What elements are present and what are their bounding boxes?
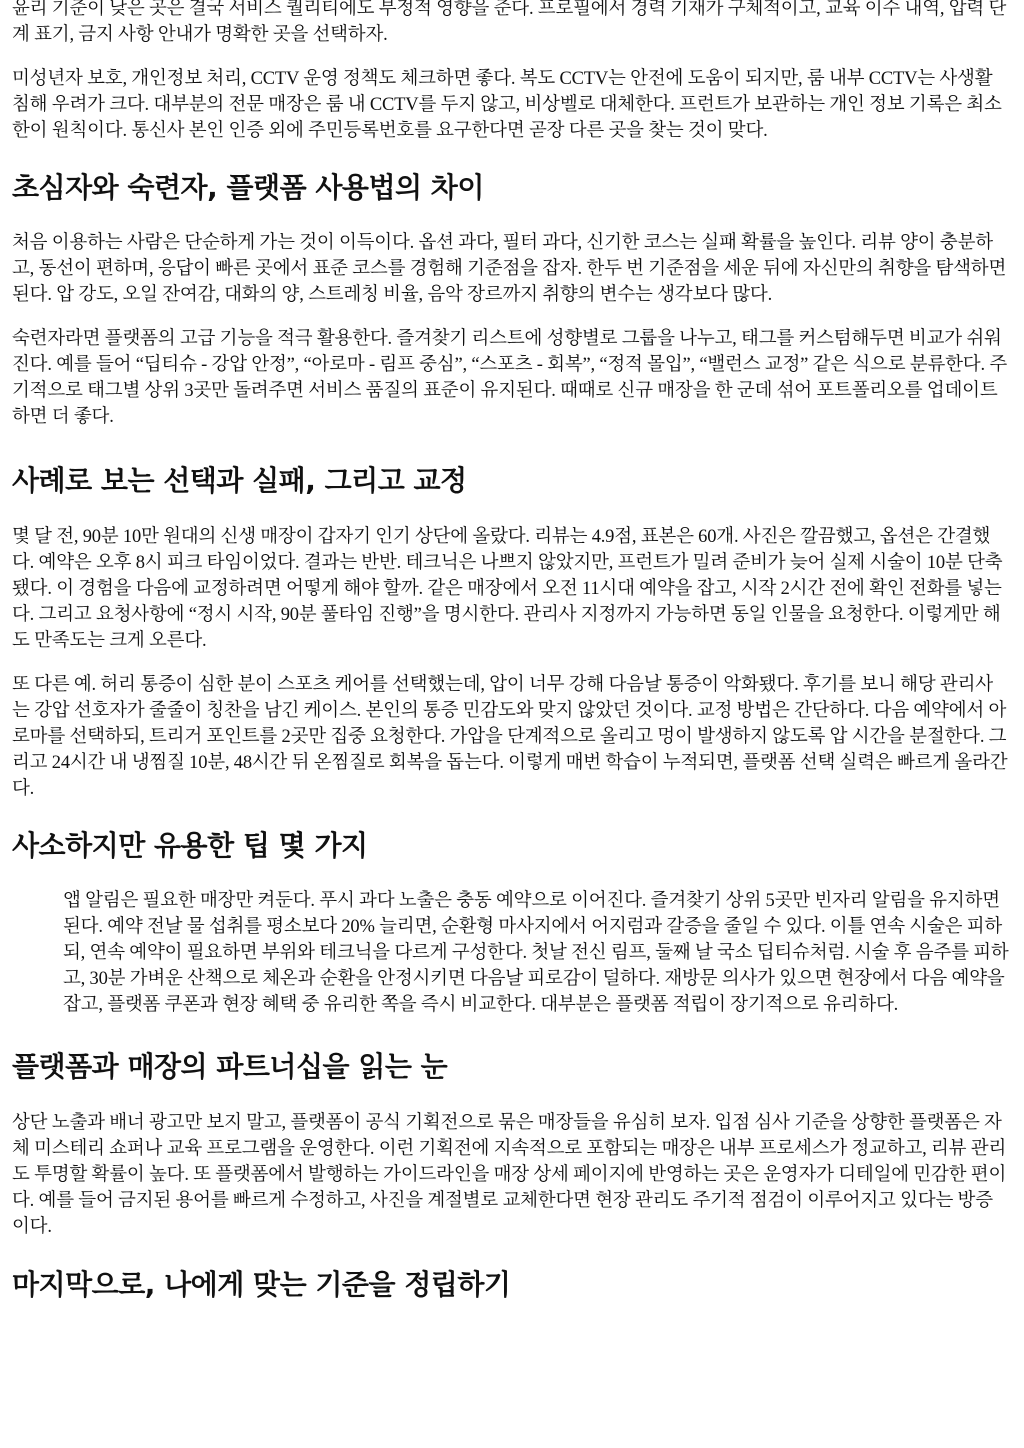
- intro-paragraph-2: 미성년자 보호, 개인정보 처리, CCTV 운영 정책도 체크하면 좋다. 복도 CCTV는 안전에 도움이 되지만, 룸 내부 CCTV는 사생활 침해 우려가 크다. 대부분의 전문 매장은 룸 내 CCTV를 두지 않고, 비상벨로 대체한다. 프런트가 보관하는 개인 정보 기록은 최소한이 원칙이다. 통신사 본인 인증 외에 주민등록번호를 요구한다면 곧장 다른 곳을 찾는 것이 맞다.: [12, 69, 1002, 141]
- case-studies-paragraph-2: 또 다른 예. 허리 통증이 심한 분이 스포츠 케어를 선택했는데, 압이 너무 강해 다음날 통증이 악화됐다. 후기를 보니 해당 관리사는 강압 선호자가 줄줄이 칭찬을 남긴 케이스. 본인의 통증 민감도와 맞지 않았던 것이다. 교정 방법은 간단하다. 다음 예약에서 아로마를 선택하되, 트리거 포인트를 2곳만 집중 요청한다. 가압을 단계적으로 올리고 멍이 발생하지 않도록 압 시간을 분절한다. 그리고 24시간 내 냉찜질 10분, 48시간 뒤 온찜질로 회복을 돕는다. 이렇게 매번 학습이 누적되면, 플랫폼 선택 실력은 빠르게 올라간다.: [12, 675, 1008, 799]
- section-heading-platform-usage: 초심자와 숙련자, 플랫폼 사용법의 차이: [12, 171, 484, 204]
- section-heading-partnership: 플랫폼과 매장의 파트너십을 읽는 눈: [12, 1050, 448, 1083]
- section-heading-criteria: 마지막으로, 나에게 맞는 기준을 정립하기: [12, 1268, 511, 1301]
- intro-paragraph-1: 윤리 기준이 낮은 곳은 결국 서비스 퀄리티에도 부정적 영향을 준다. 프로필에서 경력 기재가 구체적이고, 교육 이수 내역, 압력 단계 표기, 금지 사항 안내가 명확한 곳을 선택하자.: [12, 0, 1007, 45]
- partnership-paragraph: 상단 노출과 배너 광고만 보지 말고, 플랫폼이 공식 기획전으로 묶은 매장들을 유심히 보자. 입점 심사 기준을 상향한 플랫폼은 자체 미스테리 쇼퍼나 교육 프로그램을 운영한다. 이런 기획전에 지속적으로 포함되는 매장은 내부 프로세스가 정교하고, 리뷰 관리도 투명할 확률이 높다. 또 플랫폼에서 발행하는 가이드라인을 매장 상세 페이지에 반영하는 곳은 운영자가 디테일에 민감한 편이다. 예를 들어 금지된 용어를 빠르게 수정하고, 사진을 계절별로 교체한다면 현장 관리도 주기적 점검이 이루어지고 있다는 방증이다.: [12, 1113, 1007, 1237]
- tips-blockquote: 앱 알림은 필요한 매장만 켜둔다. 푸시 과다 노출은 충동 예약으로 이어진다. 즐겨찾기 상위 5곳만 빈자리 알림을 유지하면 된다. 예약 전날 물 섭취를 평소보다 20% 늘리면, 순환형 마사지에서 어지럼과 갈증을 줄일 수 있다. 이틀 연속 시술은 피하되, 연속 예약이 필요하면 부위와 테크닉을 다르게 구성한다. 첫날 전신 림프, 둘째 날 국소 딥티슈처럼. 시술 후 음주를 피하고, 30분 가벼운 산책으로 체온과 순환을 안정시키면 다음날 피로감이 덜하다. 재방문 의사가 있으면 현장에서 다음 예약을 잡고, 플랫폼 쿠폰과 현장 혜택 중 유리한 쪽을 즉시 비교한다. 대부분은 플랫폼 적립이 장기적으로 유리하다.: [63, 891, 1009, 1015]
- section-heading-case-studies: 사례로 보는 선택과 실패, 그리고 교정: [12, 464, 467, 497]
- article-body: [12, 0, 1010, 1308]
- platform-usage-paragraph-2: 숙련자라면 플랫폼의 고급 기능을 적극 활용한다. 즐겨찾기 리스트에 성향별로 그룹을 나누고, 태그를 커스텀해두면 비교가 쉬워진다. 예를 들어 “딥티슈 - 강압 안정”, “아로마 - 림프 중심”, “스포츠 - 회복”, “정적 몰입”, “밸런스 교정” 같은 식으로 분류한다. 주기적으로 태그별 상위 3곳만 돌려주면 서비스 품질의 표준이 유지된다. 때때로 신규 매장을 한 군데 섞어 포트폴리오를 업데이트하면 더 좋다.: [12, 329, 1007, 427]
- case-studies-paragraph-1: 몇 달 전, 90분 10만 원대의 신생 매장이 갑자기 인기 상단에 올랐다. 리뷰는 4.9점, 표본은 60개. 사진은 깔끔했고, 옵션은 간결했다. 예약은 오후 8시 피크 타임이었다. 결과는 반반. 테크닉은 나쁘지 않았지만, 프런트가 밀려 준비가 늦어 실제 시술이 10분 단축됐다. 이 경험을 다음에 교정하려면 어떻게 해야 할까. 같은 매장에서 오전 11시대 예약을 잡고, 시작 2시간 전에 확인 전화를 넣는다. 그리고 요청사항에 “정시 시작, 90분 풀타임 진행”을 명시한다. 관리사 지정까지 가능하면 동일 인물을 요청한다. 이렇게만 해도 만족도는 크게 오른다.: [12, 527, 1003, 651]
- section-heading-tips: 사소하지만 유용한 팁 몇 가지: [12, 829, 368, 862]
- platform-usage-paragraph-1: 처음 이용하는 사람은 단순하게 가는 것이 이득이다. 옵션 과다, 필터 과다, 신기한 코스는 실패 확률을 높인다. 리뷰 양이 충분하고, 동선이 편하며, 응답이 빠른 곳에서 표준 코스를 경험해 기준점을 잡자. 한두 번 기준점을 세운 뒤에 자신만의 취향을 탐색하면 된다. 압 강도, 오일 잔여감, 대화의 양, 스트레칭 비율, 음악 장르까지 취향의 변수는 생각보다 많다.: [12, 233, 1007, 305]
